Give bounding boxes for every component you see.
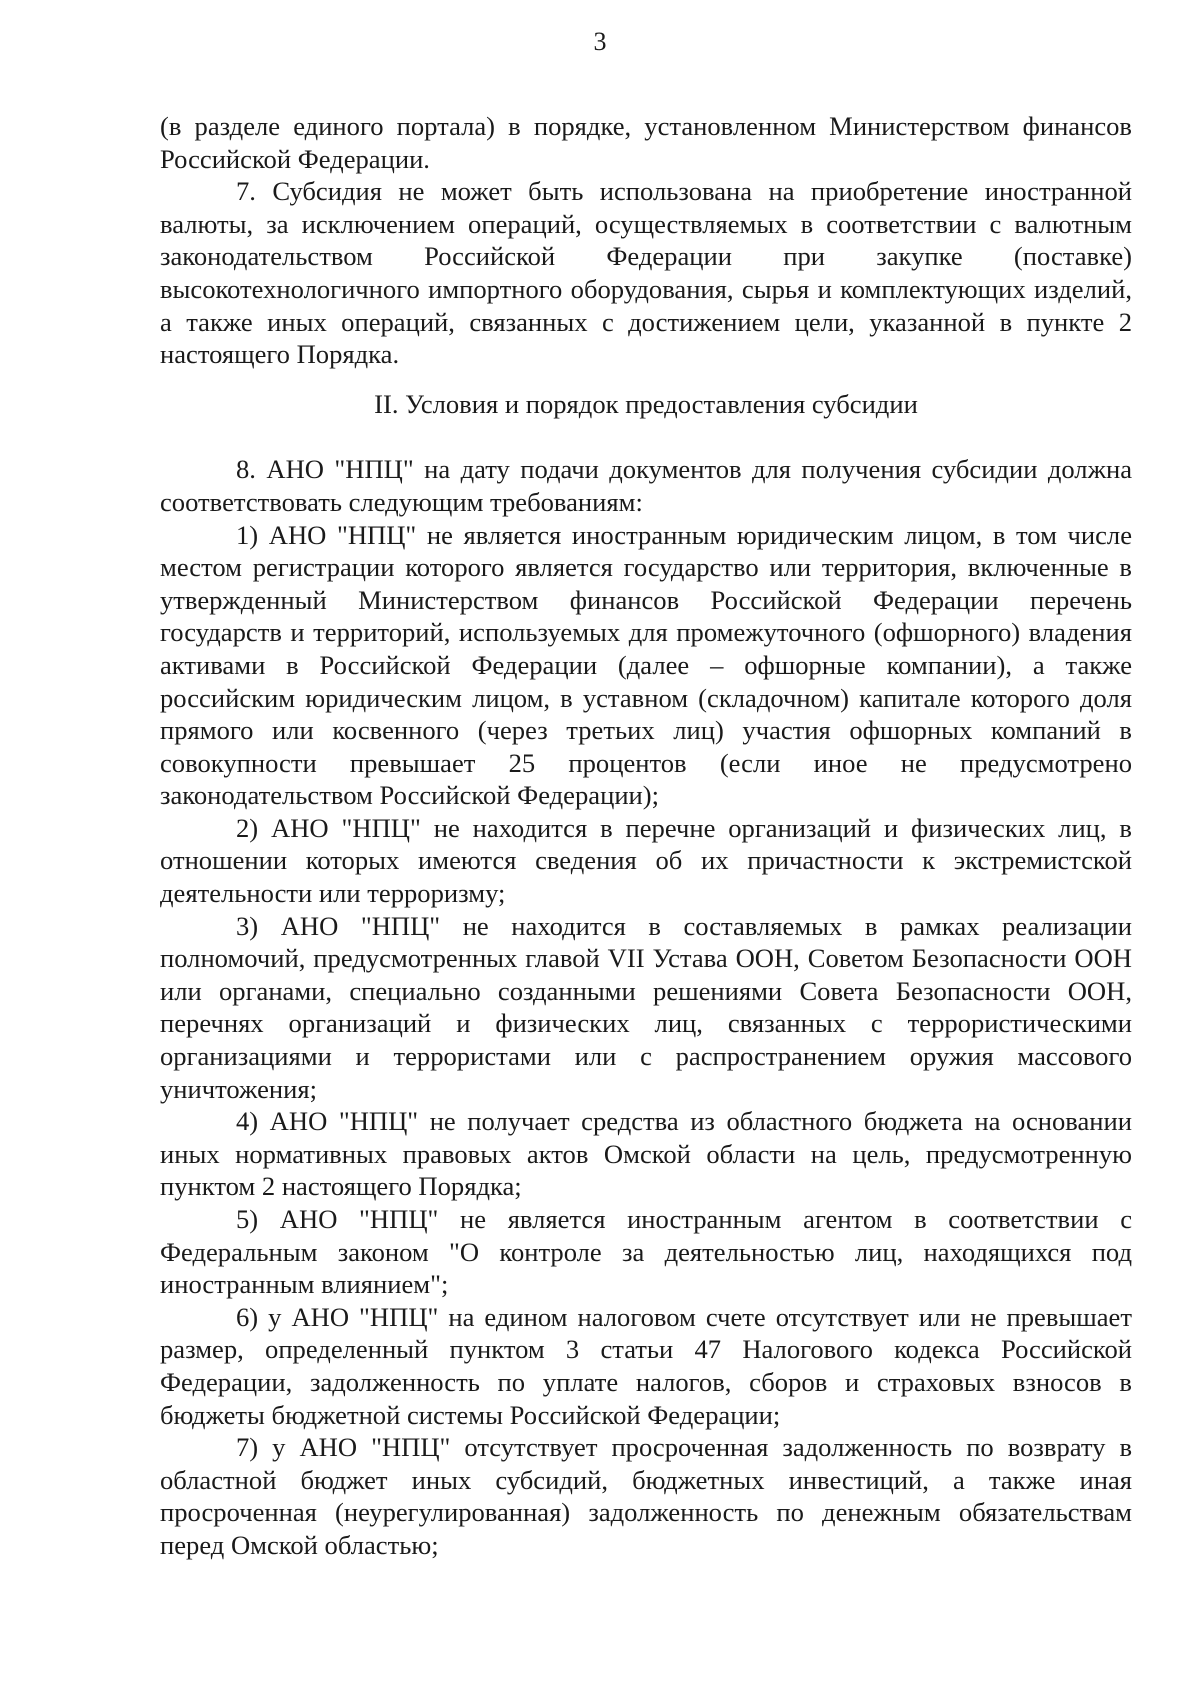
page-number: 3: [593, 27, 607, 56]
paragraph-7: 7. Субсидия не может быть использована на приобретение иностранной валюты, за исключением операций, осуществляемых в соответствии с валютным законодательством Российской Федерации при закупке (поставке) высокотехнологичного импортного оборудования, сырья и комплектующих изделий, а также иных операций, связанных с достижением цели, указанной в пункте 2 настоящего Порядка.: [160, 176, 1132, 370]
document-body: [160, 110, 1132, 1562]
list-item-2: 2) АНО "НПЦ" не находится в перечне организаций и физических лиц, в отношении которых имеются сведения об их причастности к экстремистской деятельности или терроризму;: [160, 812, 1132, 909]
paragraph-8: 8. АНО "НПЦ" на дату подачи документов для получения субсидии должна соответствовать следующим требованиям:: [160, 454, 1132, 517]
spacer: [160, 437, 1132, 453]
list-item-3: 3) АНО "НПЦ" не находится в составляемых в рамках реализации полномочий, предусмотренных главой VII Устава ООН, Советом Безопасности ООН или органами, специально созданными решениями Совета Безопасности ООН, перечнях организаций и физических лиц, связанных с террористическими организациями и террористами или с распространением оружия массового уничтожения;: [160, 910, 1132, 1104]
list-item-7: 7) у АНО "НПЦ" отсутствует просроченная задолженность по возврату в областной бюджет иных субсидий, бюджетных инвестиций, а также иная просроченная (неурегулированная) задолженность по денежным обязательствам перед Омской областью;: [160, 1432, 1132, 1560]
list-item-1: 1) АНО "НПЦ" не является иностранным юридическим лицом, в том числе местом регистрации которого является государство или территория, включенные в утвержденный Министерством финансов Российской Федерации перечень государств и территорий, используемых для промежуточного (офшорного) владения активами в Российской Федерации (далее – офшорные компании), а также российским юридическим лицом, в уставном (складочном) капитале которого доля прямого или косвенного (через третьих лиц) участия офшорных компаний в совокупности превышает 25 процентов (если иное не предусмотрено законодательством Российской Федерации);: [160, 519, 1132, 811]
list-item-5: 5) АНО "НПЦ" не является иностранным агентом в соответствии с Федеральным законом "О контроле за деятельностью лиц, находящихся под иностранным влиянием";: [160, 1204, 1132, 1300]
paragraph-continuation: (в разделе единого портала) в порядке, установленном Министерством финансов Российской Федерации.: [160, 111, 1132, 174]
list-item-6: 6) у АНО "НПЦ" на едином налоговом счете отсутствует или не превышает размер, определенный пунктом 3 статьи 47 Налогового кодекса Российской Федерации, задолженность по уплате налогов, сборов и страховых взносов в бюджеты бюджетной системы Российской Федерации;: [160, 1301, 1132, 1430]
section-heading: II. Условия и порядок предоставления субсидии: [374, 388, 918, 419]
list-item-4: 4) АНО "НПЦ" не получает средства из областного бюджета на основании иных нормативных правовых актов Омской области на цель, предусмотренную пунктом 2 настоящего Порядка;: [160, 1106, 1132, 1202]
